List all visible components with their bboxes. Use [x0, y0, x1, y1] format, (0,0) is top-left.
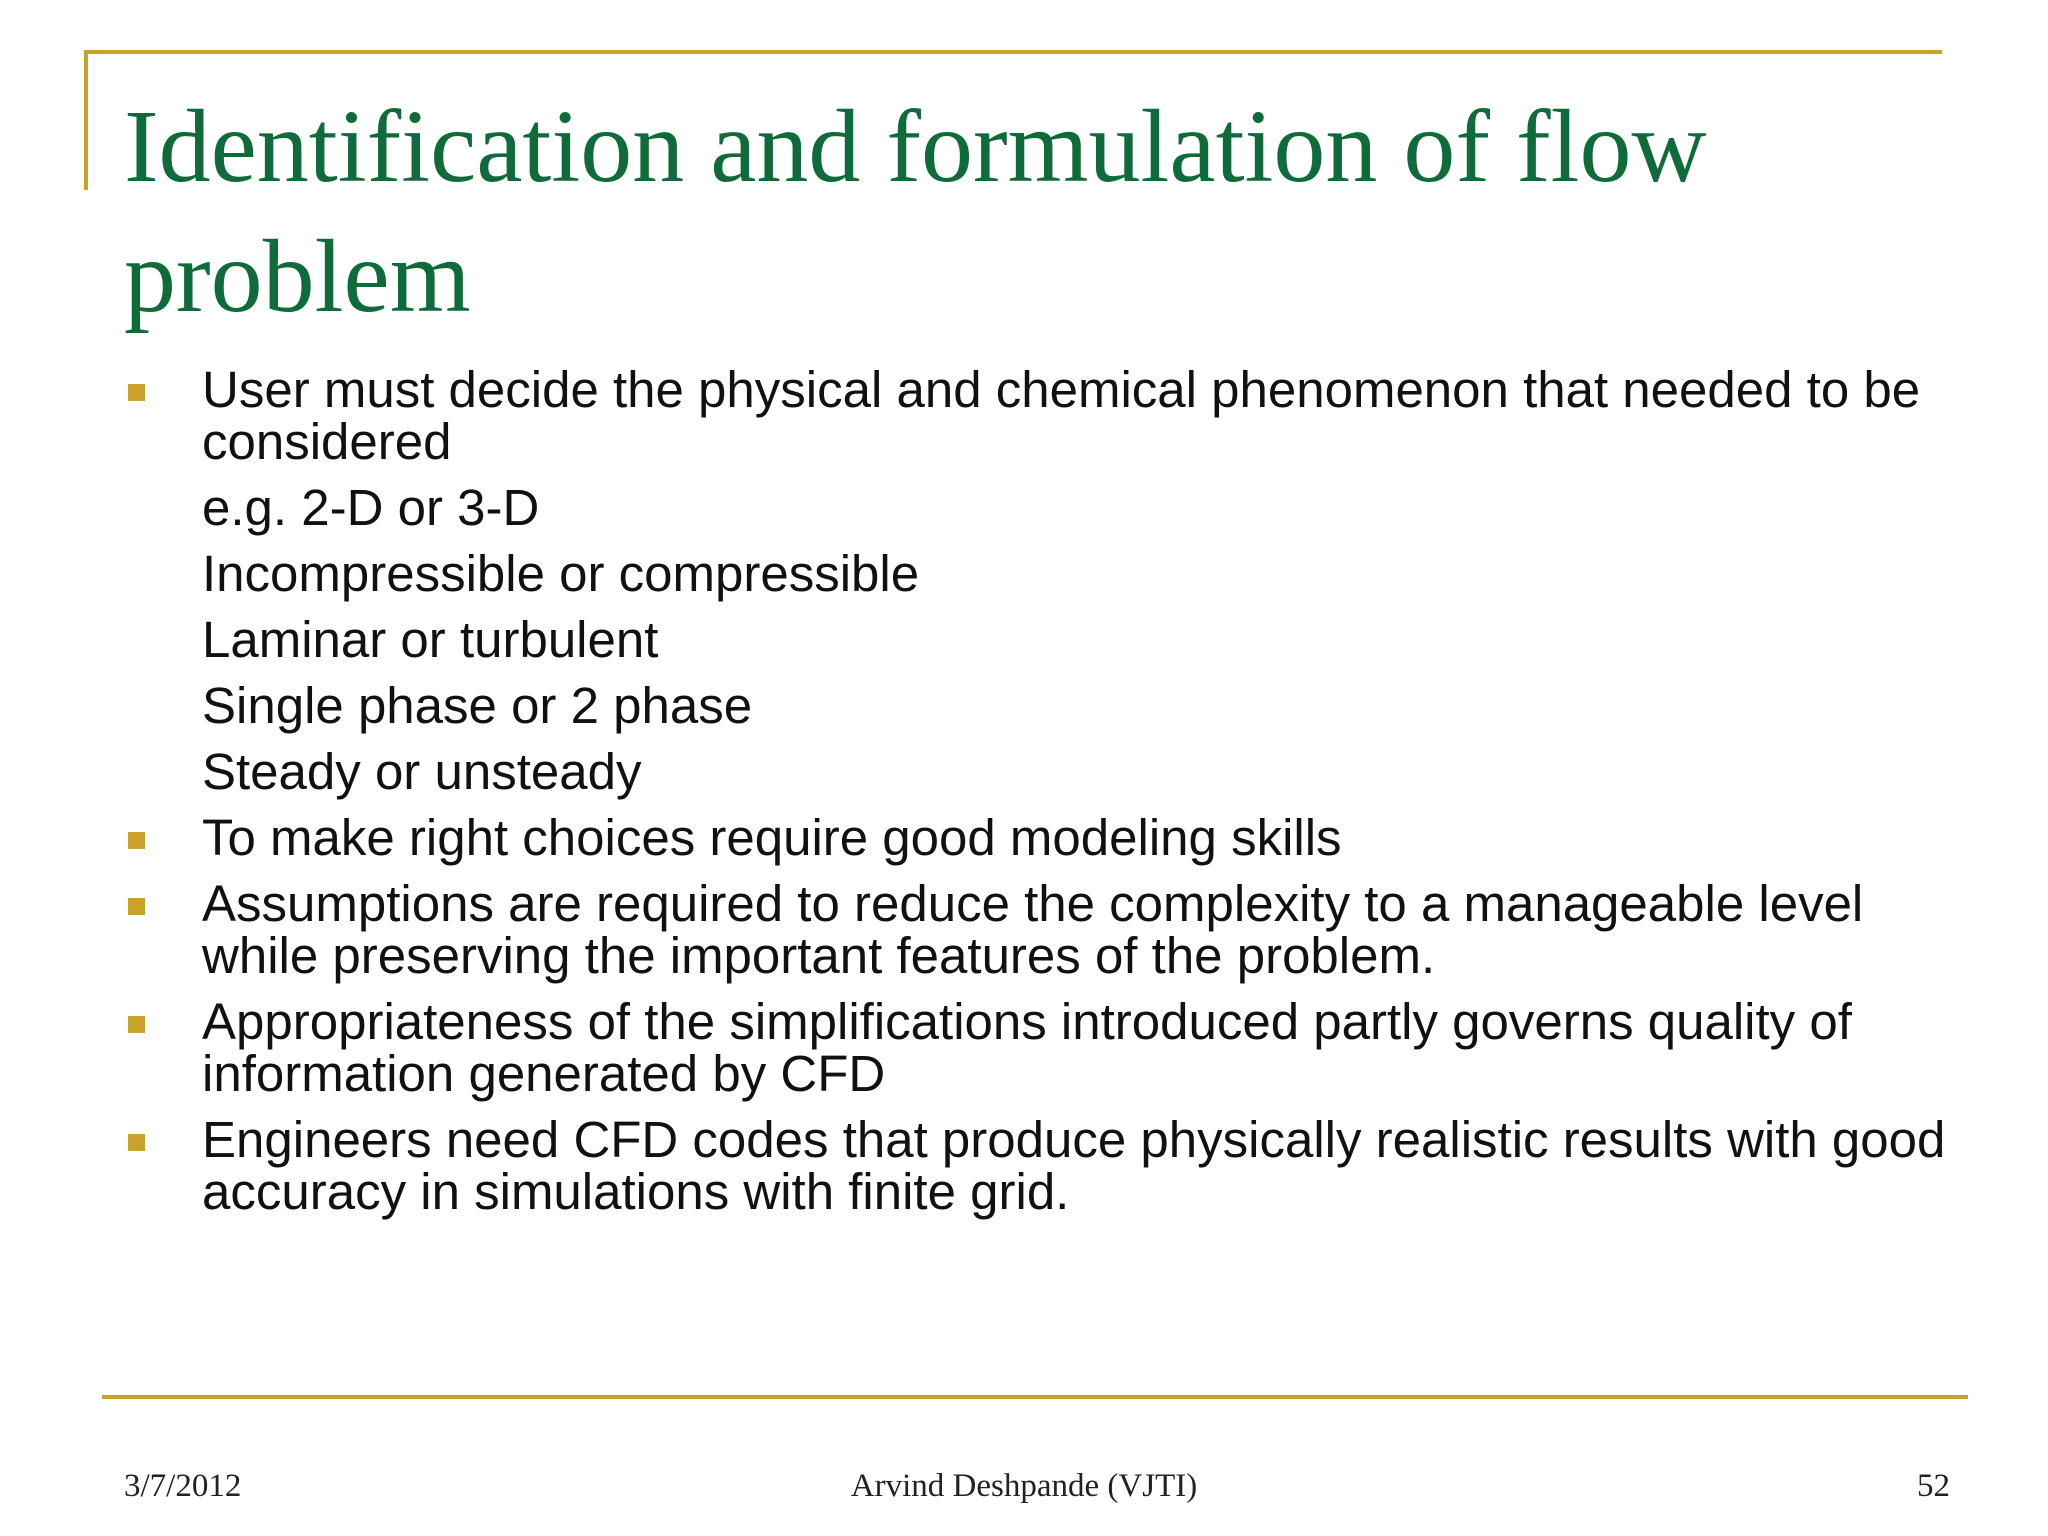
square-bullet-icon: [128, 832, 145, 849]
bullet-text: Engineers need CFD codes that produce physically realistic results with good accuracy in simulations with finite grid.: [202, 1111, 1946, 1220]
square-bullet-icon: [128, 1016, 145, 1033]
sub-item: e.g. 2-D or 3-D: [202, 479, 540, 536]
bullet-text: Appropriateness of the simplifications introduced partly governs quality of information generated by CFD: [202, 993, 1852, 1102]
sub-item: Steady or unsteady: [202, 743, 642, 800]
top-accent-rule: [84, 50, 1942, 54]
bullet-text: To make right choices require good modeling skills: [202, 809, 1342, 866]
bullet-text: Assumptions are required to reduce the complexity to a manageable level while preserving the important features of the problem.: [202, 875, 1864, 984]
sub-item: Single phase or 2 phase: [202, 677, 753, 734]
bullet-text: User must decide the physical and chemical phenomenon that needed to be considered: [202, 361, 1921, 470]
bullet-item: [126, 1111, 1956, 1220]
square-bullet-icon: [128, 1134, 145, 1151]
slide-body: [126, 361, 1956, 1232]
bottom-accent-rule: [102, 1395, 1968, 1399]
bullet-item: [126, 809, 1956, 866]
sub-item: Incompressible or compressible: [202, 545, 920, 602]
footer-date: 3/7/2012: [124, 1468, 242, 1504]
bullet-item: [126, 993, 1956, 1102]
square-bullet-icon: [128, 384, 145, 401]
slide-title: Identification and formulation of flow problem: [124, 89, 1707, 334]
square-bullet-icon: [128, 898, 145, 915]
bullet-item: [126, 361, 1956, 470]
footer-author: Arvind Deshpande (VJTI): [850, 1468, 1198, 1504]
left-accent-rule: [84, 50, 88, 190]
sub-item: Laminar or turbulent: [202, 611, 659, 668]
page-number: 52: [1917, 1468, 1950, 1504]
bullet-item: [126, 875, 1956, 984]
